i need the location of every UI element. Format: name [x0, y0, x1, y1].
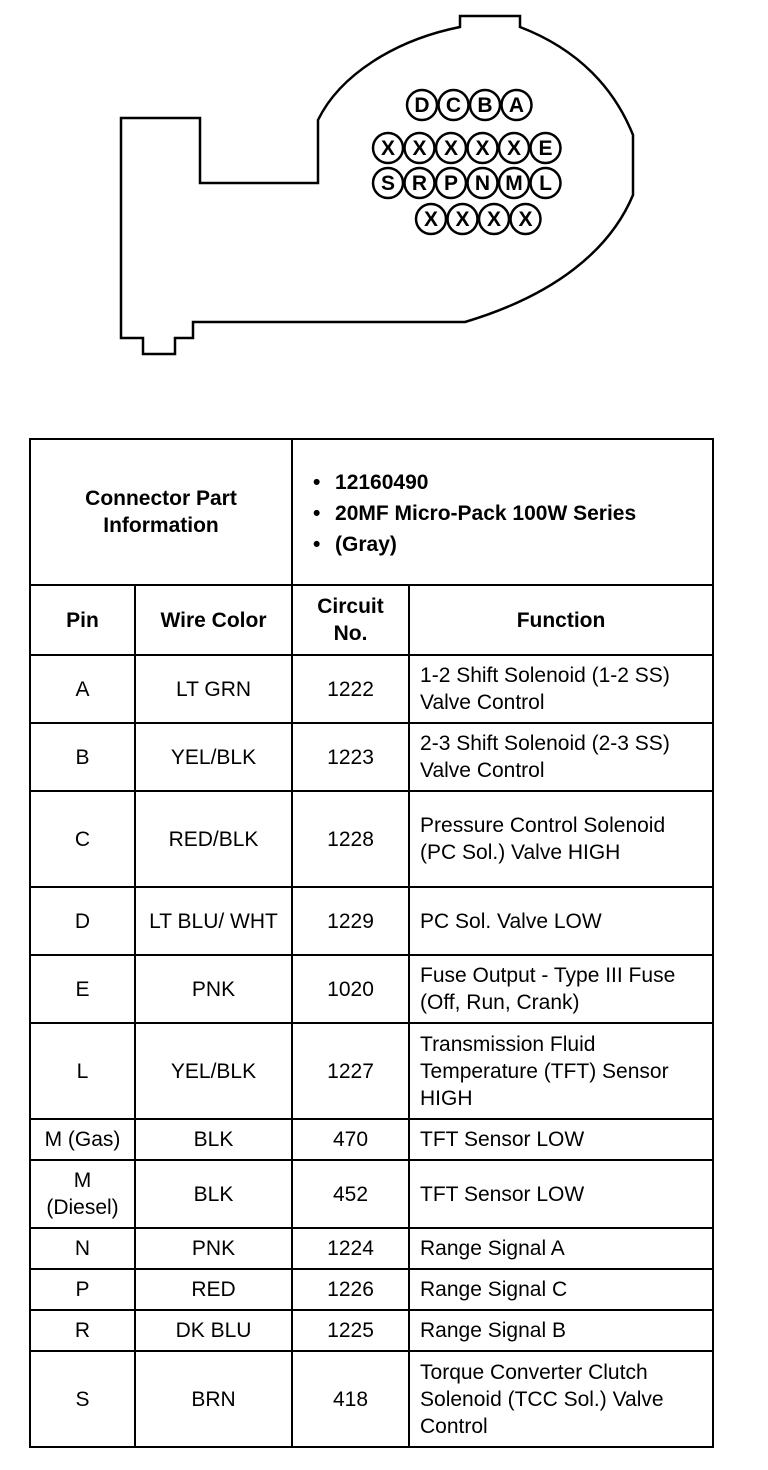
- circuit-cell: 1228: [292, 791, 409, 887]
- pin-cavity-label: X: [486, 208, 502, 231]
- function-cell: Fuse Output - Type III Fuse (Off, Run, Crank): [409, 955, 713, 1023]
- pin-cavity-label: R: [411, 172, 428, 195]
- header-circuit-no: Circuit No.: [292, 585, 409, 655]
- pin-cell: M (Diesel): [30, 1160, 135, 1228]
- table-row: [30, 1228, 713, 1269]
- pin-cavity-label: X: [506, 137, 522, 160]
- pin-cell: C: [30, 791, 135, 887]
- circuit-cell: 470: [292, 1119, 409, 1160]
- table-row: [30, 1160, 713, 1228]
- circuit-cell: 1020: [292, 955, 409, 1023]
- function-cell: Range Signal B: [409, 1310, 713, 1351]
- pin-cavity-label: X: [423, 208, 439, 231]
- wire-color-cell: YEL/BLK: [135, 723, 292, 791]
- wire-color-cell: BRN: [135, 1351, 292, 1447]
- wire-color-cell: RED/BLK: [135, 791, 292, 887]
- function-cell: PC Sol. Valve LOW: [409, 887, 713, 955]
- table-row: [30, 955, 713, 1023]
- pin-cavity-label: E: [538, 137, 553, 160]
- pin-cell: S: [30, 1351, 135, 1447]
- wire-color-cell: LT BLU/ WHT: [135, 887, 292, 955]
- pin-cavity-label: X: [412, 137, 427, 160]
- pin-cavity-label: X: [518, 208, 533, 231]
- table-row: [30, 887, 713, 955]
- pin-cell: P: [30, 1269, 135, 1310]
- circuit-cell: 1229: [292, 887, 409, 955]
- table-row: [30, 1351, 713, 1447]
- header-wire-color: Wire Color: [135, 585, 292, 655]
- pin-cell: A: [30, 655, 135, 723]
- wire-color-cell: BLK: [135, 1119, 292, 1160]
- wire-color-cell: DK BLU: [135, 1310, 292, 1351]
- header-pin: Pin: [30, 585, 135, 655]
- pin-cavity-label: N: [474, 172, 491, 195]
- function-cell: Transmission Fluid Temperature (TFT) Sensor HIGH: [409, 1023, 713, 1119]
- table-row: [30, 723, 713, 791]
- pin-cell: N: [30, 1228, 135, 1269]
- connector-info-values: [292, 439, 713, 585]
- pin-cell: E: [30, 955, 135, 1023]
- connector-pin-table: [29, 438, 714, 1448]
- pin-cavity-label: L: [539, 172, 552, 195]
- circuit-cell: 1223: [292, 723, 409, 791]
- table-row: [30, 791, 713, 887]
- connector-series: • 20MF Micro-Pack 100W Series: [311, 500, 702, 527]
- wire-color-cell: RED: [135, 1269, 292, 1310]
- pin-cavity-label: X: [455, 208, 470, 231]
- wire-color-cell: PNK: [135, 1228, 292, 1269]
- pin-cell: L: [30, 1023, 135, 1119]
- circuit-cell: 1224: [292, 1228, 409, 1269]
- wire-color-cell: BLK: [135, 1160, 292, 1228]
- connector-face-diagram: [0, 0, 768, 400]
- connector-info-label: Connector Part Information: [30, 439, 292, 585]
- table-row: [30, 655, 713, 723]
- circuit-cell: 452: [292, 1160, 409, 1228]
- pin-cavity-label: A: [508, 94, 525, 117]
- connector-color: • (Gray): [311, 531, 702, 558]
- function-cell: TFT Sensor LOW: [409, 1160, 713, 1228]
- table-row: [30, 1023, 713, 1119]
- function-cell: Range Signal A: [409, 1228, 713, 1269]
- wire-color-cell: LT GRN: [135, 655, 292, 723]
- pin-cavity-label: D: [414, 94, 430, 117]
- pin-rows: [30, 655, 713, 1447]
- connector-part-number: • 12160490: [311, 469, 702, 496]
- pin-cavity-label: P: [443, 172, 459, 195]
- circuit-cell: 1227: [292, 1023, 409, 1119]
- function-cell: 2-3 Shift Solenoid (2-3 SS) Valve Control: [409, 723, 713, 791]
- function-cell: Range Signal C: [409, 1269, 713, 1310]
- pin-cavity-label: B: [477, 94, 493, 117]
- pin-cavity-label: S: [380, 172, 396, 195]
- function-cell: TFT Sensor LOW: [409, 1119, 713, 1160]
- circuit-cell: 1225: [292, 1310, 409, 1351]
- pin-cell: R: [30, 1310, 135, 1351]
- wire-color-cell: PNK: [135, 955, 292, 1023]
- circuit-cell: 418: [292, 1351, 409, 1447]
- pin-cavity-label: X: [380, 137, 396, 160]
- pin-cavity-label: X: [475, 137, 490, 160]
- function-cell: Pressure Control Solenoid (PC Sol.) Valve HIGH: [409, 791, 713, 887]
- circuit-cell: 1226: [292, 1269, 409, 1310]
- column-header-row: [30, 585, 713, 655]
- connector-info-row: [30, 439, 713, 585]
- function-cell: Torque Converter Clutch Solenoid (TCC Sol.) Valve Control: [409, 1351, 713, 1447]
- wire-color-cell: YEL/BLK: [135, 1023, 292, 1119]
- circuit-cell: 1222: [292, 655, 409, 723]
- pin-cavity-label: M: [505, 172, 523, 195]
- pin-cell: M (Gas): [30, 1119, 135, 1160]
- function-cell: 1-2 Shift Solenoid (1-2 SS) Valve Control: [409, 655, 713, 723]
- pin-cavity-label: C: [445, 94, 462, 117]
- table-row: [30, 1310, 713, 1351]
- table-row: [30, 1269, 713, 1310]
- pin-cell: D: [30, 887, 135, 955]
- table-row: [30, 1119, 713, 1160]
- pin-cavity-label: X: [443, 137, 459, 160]
- pin-cell: B: [30, 723, 135, 791]
- header-function: Function: [409, 585, 713, 655]
